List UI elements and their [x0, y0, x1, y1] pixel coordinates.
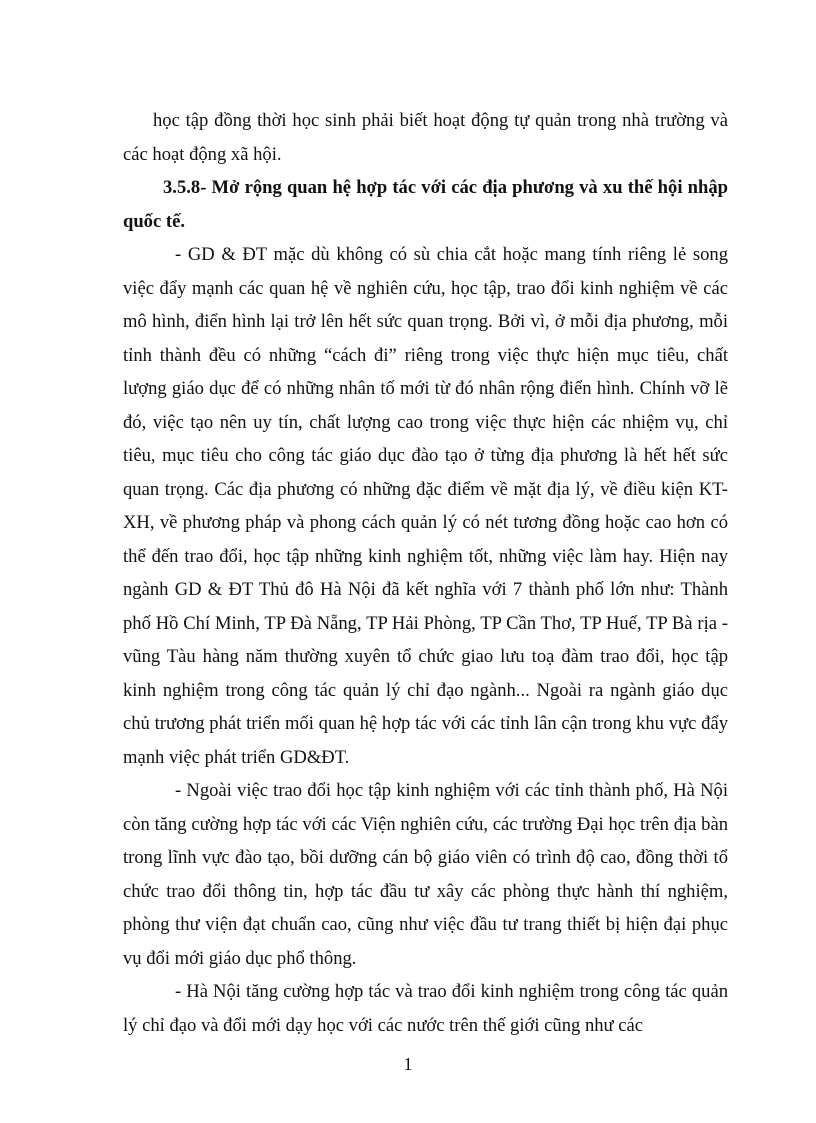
paragraph-cooperation: - GD & ĐT mặc dù không có sù chia cắt hoặc mang tính riêng lẻ song việc đẩy mạnh các quan hệ về nghiên cứu, học tập, trao đổi kinh nghiệm về các mô hình, điển hình lại trở lên hết sức quan trọng. Bởi vì, ở mỗi địa phương, mỗi tỉnh thành đều có những “cách đi” riêng trong việc thực hiện mục tiêu, chất lượng giáo dục để có những nhân tố mới từ đó nhân rộng điển hình. Chính vỡ lẽ đó, việc tạo nên uy tín, chất lượng cao trong việc thực hiện các nhiệm vụ, chỉ tiêu, mục tiêu cho công tác giáo dục đào tạo ở từng địa phương là hết hết sức quan trọng. Các địa phương có những đặc điểm về mặt địa lý, về điều kiện KT-XH, về phương pháp và phong cách quản lý có nét tương đồng hoặc cao hơn có thể đến trao đổi, học tập những kinh nghiệm tốt, những việc làm hay. Hiện nay ngành GD & ĐT Thủ đô Hà Nội đã kết nghĩa với 7 thành phố lớn như: Thành phố Hồ Chí Minh, TP Đà Nẵng, TP Hải Phòng, TP Cần Thơ, TP Huế, TP Bà rịa - vũng Tàu hàng năm thường xuyên tổ chức giao lưu toạ đàm trao đổi, học tập kinh nghiệm trong công tác quản lý chỉ đạo ngành... Ngoài ra ngành giáo dục chủ trương phát triển mối quan hệ hợp tác với các tỉnh lân cận trong khu vực đẩy mạnh việc phát triển GD&ĐT. [123, 244, 728, 768]
body-text [123, 104, 728, 1042]
page-number: 1 [403, 1054, 413, 1074]
paragraph-research-institutes: - Ngoài việc trao đổi học tập kinh nghiệm với các tỉnh thành phố, Hà Nội còn tăng cường hợp tác với các Viện nghiên cứu, các trường Đại học trên địa bàn trong lĩnh vực đào tạo, bồi dưỡng cán bộ giáo viên có trình độ cao, đồng thời tổ chức trao đổi thông tin, hợp tác đầu tư xây các phòng thực hành thí nghiệm, phòng thư viện đạt chuẩn cao, cũng như việc đầu tư trang thiết bị hiện đại phục vụ đổi mới giáo dục phổ thông. [123, 780, 728, 969]
section-heading: 3.5.8- Mở rộng quan hệ hợp tác với các địa phương và xu thế hội nhập quốc tế. [123, 177, 728, 232]
paragraph-international: - Hà Nội tăng cường hợp tác và trao đổi kinh nghiệm trong công tác quản lý chỉ đạo và đổi mới dạy học với các nước trên thế giới cũng như các [123, 981, 728, 1036]
paragraph-continuation: học tập đồng thời học sinh phải biết hoạt động tự quản trong nhà trường và các hoạt động xã hội. [123, 110, 728, 165]
